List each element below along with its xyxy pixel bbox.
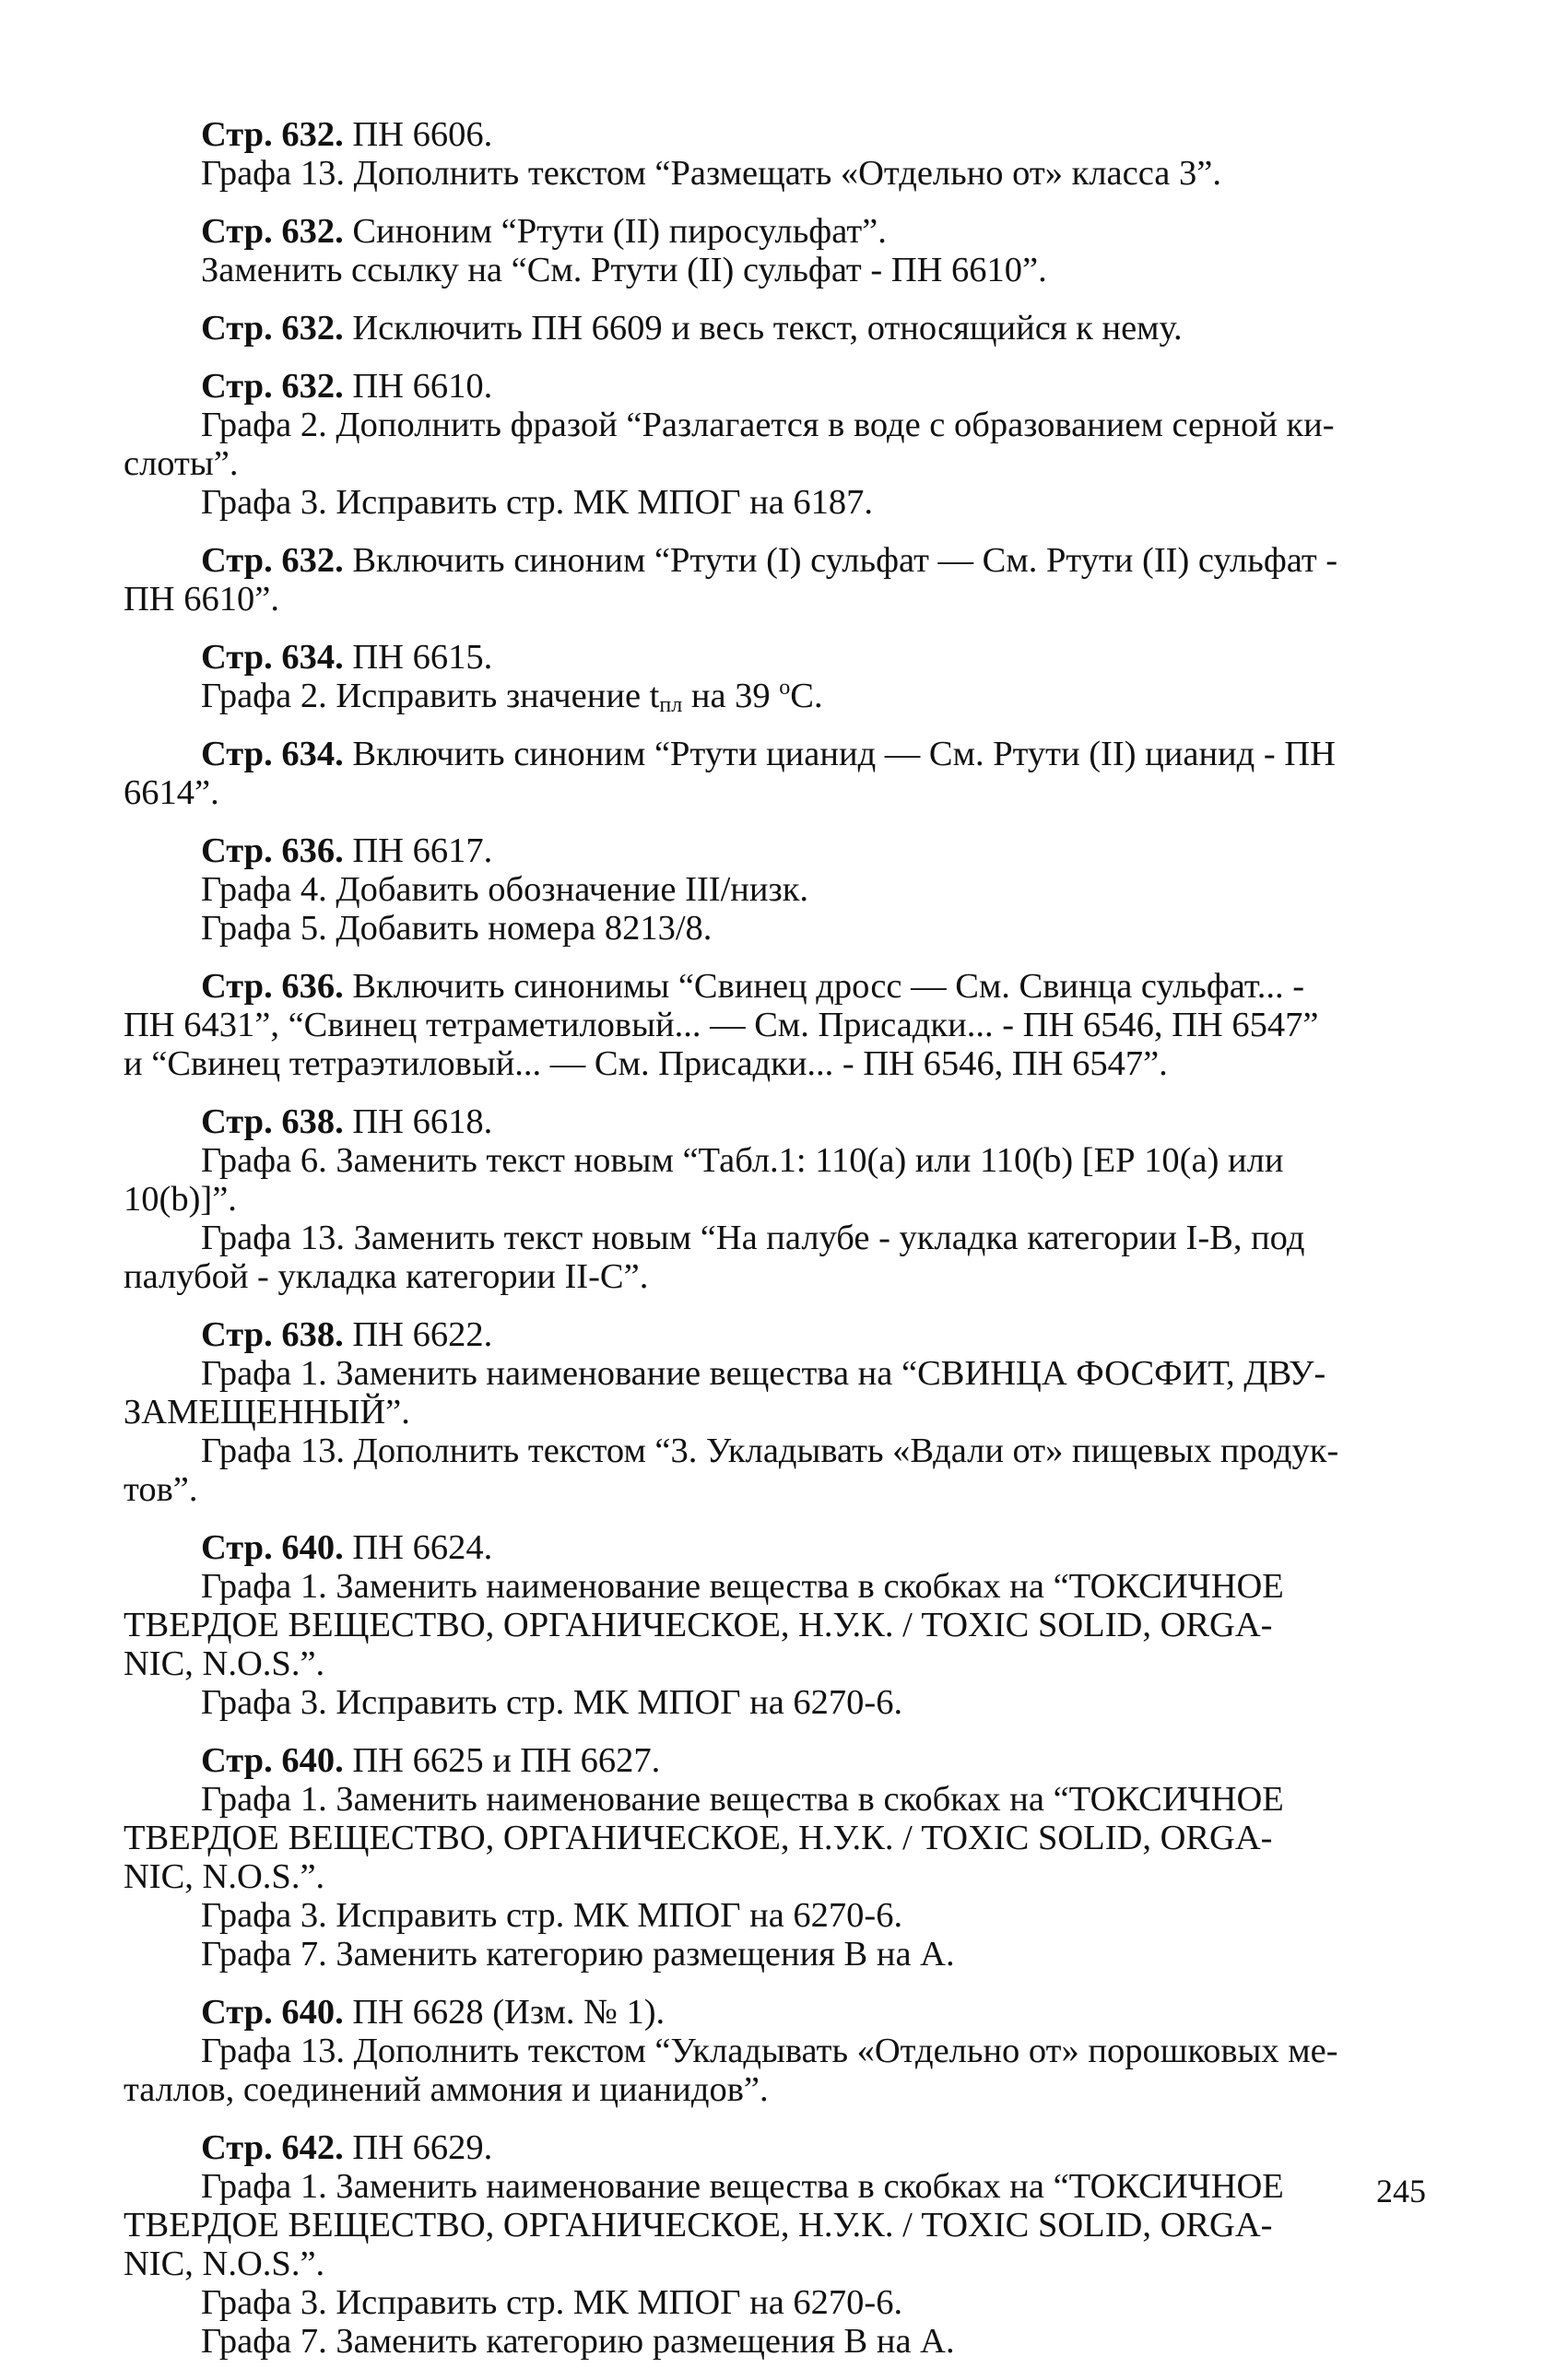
entry — [124, 638, 1429, 715]
entry-head-text: ПН 6629. — [343, 2128, 493, 2167]
entry-head — [124, 967, 1429, 1006]
document-page — [124, 115, 1429, 2380]
entry-line-text: Графа 7. Заменить категорию размещения В на А. — [201, 1935, 955, 1974]
entry — [124, 212, 1429, 289]
entry-line-text: Графа 3. Исправить стр. МК МПОГ на 6270-6. — [201, 2283, 903, 2322]
entry-line — [124, 2032, 1429, 2070]
entry-head-text: Синоним “Ртути (II) пиросульфат”. — [343, 212, 887, 251]
entry-head-text: Включить синоним “Ртути цианид — См. Ртути (II) цианид - ПН — [343, 735, 1336, 773]
entry-line-text: Графа 2. Дополнить фразой “Разлагается в воде с образованием серной ки- — [201, 406, 1335, 444]
entry-line — [124, 2206, 1429, 2245]
entry-head-text: Включить синоним “Ртути (I) сульфат — См. Ртути (II) сульфат - — [343, 541, 1338, 580]
entry-line-text: Графа 3. Исправить стр. МК МПОГ на 6270-6. — [201, 1683, 903, 1722]
entry-head-text: ПН 6610. — [343, 367, 493, 406]
entry-line-text: 6614”. — [124, 773, 219, 812]
entry — [124, 2128, 1429, 2361]
entry-line-text: Графа 2. Исправить значение t — [201, 677, 660, 715]
entry-line-text: тов”. — [124, 1470, 198, 1509]
entry-line-text: таллов, соединений аммония и цианидов”. — [124, 2070, 769, 2109]
entry-line-text: Заменить ссылку на “См. Ртути (II) сульфат - ПН 6610”. — [201, 251, 1047, 289]
entry-line — [124, 2070, 1429, 2109]
entry-line — [124, 1683, 1429, 1722]
entry-line — [124, 580, 1429, 619]
entry-line-text: ТВЕРДОЕ ВЕЩЕСТВО, ОРГАНИЧЕСКОЕ, Н.У.К. / TOXIC SOLID, ORGA- — [124, 1819, 1273, 1857]
entry-line-text: ПН 6610”. — [124, 580, 279, 619]
degree-superscript: о — [779, 676, 791, 700]
entry-line-text: Графа 1. Заменить наименование вещества в скобках на “ТОКСИЧНОЕ — [201, 1780, 1284, 1819]
entry-line — [124, 2245, 1429, 2283]
entry — [124, 541, 1429, 619]
entry-line-text: Графа 1. Заменить наименование вещества в скобках на “ТОКСИЧНОЕ — [201, 1567, 1284, 1606]
page-ref: Стр. 632. — [201, 115, 344, 154]
entry-line — [124, 773, 1429, 812]
page-ref: Стр. 634. — [201, 735, 344, 773]
entry-line-text: Графа 5. Добавить номера 8213/8. — [201, 909, 713, 948]
entry-line-text: Графа 13. Дополнить текстом “3. Укладывать «Вдали от» пищевых продук- — [201, 1432, 1339, 1470]
page-ref: Стр. 640. — [201, 1741, 344, 1780]
entry-line — [124, 1644, 1429, 1683]
entry-line — [124, 1780, 1429, 1819]
entry-line-text: на 39 — [682, 677, 780, 715]
entry-line-text: ЗАМЕЩЕННЫЙ”. — [124, 1393, 410, 1432]
page-ref: Стр. 640. — [201, 1528, 344, 1567]
entry-head-text: ПН 6606. — [343, 115, 493, 154]
entry-line-text: Графа 6. Заменить текст новым “Табл.1: 110(a) или 110(b) [ЕР 10(а) или — [201, 1141, 1284, 1180]
entry-head — [124, 1993, 1429, 2032]
subscript: пл — [659, 693, 683, 717]
entry-head — [124, 1102, 1429, 1141]
entry-line-text: слоты”. — [124, 444, 239, 483]
entry — [124, 367, 1429, 522]
entry-line-text: Графа 4. Добавить обозначение III/низк. — [201, 870, 809, 909]
page-ref: Стр. 632. — [201, 541, 344, 580]
entry — [124, 1741, 1429, 1974]
entry — [124, 1102, 1429, 1296]
entry-head-text: ПН 6622. — [343, 1315, 493, 1354]
entry-line-text: С. — [790, 677, 823, 715]
entry — [124, 309, 1429, 348]
entry-line — [124, 1393, 1429, 1432]
entry-line-text: ТВЕРДОЕ ВЕЩЕСТВО, ОРГАНИЧЕСКОЕ, Н.У.К. / TOXIC SOLID, ORGA- — [124, 2206, 1273, 2245]
entry-head — [124, 735, 1429, 773]
entry-line — [124, 1219, 1429, 1257]
page-ref: Стр. 632. — [201, 212, 344, 251]
entry-line — [124, 1896, 1429, 1935]
page-number: 245 — [1376, 2173, 1426, 2209]
entry-line — [124, 1819, 1429, 1857]
entry-head — [124, 1741, 1429, 1780]
page-ref: Стр. 632. — [201, 309, 344, 348]
entry-line-text: NIC, N.O.S.”. — [124, 1644, 325, 1683]
entry-line — [124, 870, 1429, 909]
entry-line — [124, 2283, 1429, 2322]
entry-head — [124, 1315, 1429, 1354]
entry-line-text: ТВЕРДОЕ ВЕЩЕСТВО, ОРГАНИЧЕСКОЕ, Н.У.К. / TOXIC SOLID, ORGA- — [124, 1606, 1273, 1644]
entry-head — [124, 831, 1429, 870]
entry-line-text: палубой - укладка категории II-С”. — [124, 1257, 649, 1296]
page-ref: Стр. 638. — [201, 1315, 344, 1354]
page-ref: Стр. 636. — [201, 831, 344, 870]
entry-line — [124, 1935, 1429, 1974]
entry-head-text: ПН 6625 и ПН 6627. — [343, 1741, 661, 1780]
entry-line-text: Графа 1. Заменить наименование вещества на “СВИНЦА ФОСФИТ, ДВУ- — [201, 1354, 1326, 1393]
entry-line — [124, 1606, 1429, 1644]
entry-line — [124, 1006, 1429, 1044]
page-ref: Стр. 632. — [201, 367, 344, 406]
page-ref: Стр. 642. — [201, 2128, 344, 2167]
entry — [124, 831, 1429, 948]
entry-line — [124, 1567, 1429, 1606]
entry-line — [124, 1432, 1429, 1470]
entry-line — [124, 1141, 1429, 1180]
page-ref: Стр. 640. — [201, 1993, 344, 2032]
entry — [124, 967, 1429, 1083]
entry-line — [124, 406, 1429, 444]
entry-line-text: Графа 1. Заменить наименование вещества в скобках на “ТОКСИЧНОЕ — [201, 2167, 1284, 2206]
entry-line-text: Графа 13. Дополнить текстом “Укладывать «Отдельно от» порошковых ме- — [201, 2032, 1338, 2070]
entry-head-text: Исключить ПН 6609 и весь текст, относящийся к нему. — [343, 309, 1183, 348]
entry-head — [124, 1528, 1429, 1567]
entry-head — [124, 638, 1429, 677]
entry-head-text: ПН 6624. — [343, 1528, 493, 1567]
entry — [124, 735, 1429, 812]
entry-head — [124, 367, 1429, 406]
entry-line — [124, 154, 1429, 193]
entry-line-text: NIC, N.O.S.”. — [124, 2245, 325, 2283]
page-ref: Стр. 634. — [201, 638, 344, 677]
entry-head-text: ПН 6615. — [343, 638, 493, 677]
entry-line-text: 10(b)]”. — [124, 1180, 237, 1219]
entry-line — [124, 1044, 1429, 1083]
entry — [124, 115, 1429, 193]
entry-line — [124, 909, 1429, 948]
entry-line — [124, 1180, 1429, 1219]
entry-line — [124, 1470, 1429, 1509]
entry — [124, 1315, 1429, 1509]
entry-head — [124, 541, 1429, 580]
entry-line — [124, 677, 1429, 715]
entry-line-text: Графа 3. Исправить стр. МК МПОГ на 6270-6. — [201, 1896, 903, 1935]
page-ref: Стр. 636. — [201, 967, 344, 1006]
entry-head-text: Включить синонимы “Свинец дросс — См. Свинца сульфат... - — [343, 967, 1305, 1006]
entry-line-text: Графа 3. Исправить стр. МК МПОГ на 6187. — [201, 483, 874, 522]
entry-head-text: ПН 6618. — [343, 1102, 493, 1141]
entry-head — [124, 115, 1429, 154]
entry-line-text: Графа 13. Заменить текст новым “На палубе - укладка категории I-B, под — [201, 1219, 1305, 1257]
entry-head — [124, 2128, 1429, 2167]
entry-line — [124, 1354, 1429, 1393]
entry-line — [124, 444, 1429, 483]
entry — [124, 1993, 1429, 2109]
entry-head-text: ПН 6628 (Изм. № 1). — [343, 1993, 666, 2032]
entry-line — [124, 1857, 1429, 1896]
entry-line-text: Графа 7. Заменить категорию размещения В на А. — [201, 2322, 955, 2361]
entry-line-text: NIC, N.O.S.”. — [124, 1857, 325, 1896]
entry-line — [124, 2167, 1429, 2206]
entry-head — [124, 212, 1429, 251]
entry-line-text: и “Свинец тетраэтиловый... — См. Присадки... - ПН 6546, ПН 6547”. — [124, 1044, 1168, 1083]
entry-head-text: ПН 6617. — [343, 831, 493, 870]
entry-line-text: Графа 13. Дополнить текстом “Размещать «Отдельно от» класса 3”. — [201, 154, 1221, 193]
entry-head — [124, 309, 1429, 348]
entry-line — [124, 2322, 1429, 2361]
entry-line — [124, 1257, 1429, 1296]
entry-line — [124, 251, 1429, 289]
entry-line-text: ПН 6431”, “Свинец тетраметиловый... — См. Присадки... - ПН 6546, ПН 6547” — [124, 1006, 1319, 1044]
page-ref: Стр. 638. — [201, 1102, 344, 1141]
entry — [124, 1528, 1429, 1722]
entry-line — [124, 483, 1429, 522]
